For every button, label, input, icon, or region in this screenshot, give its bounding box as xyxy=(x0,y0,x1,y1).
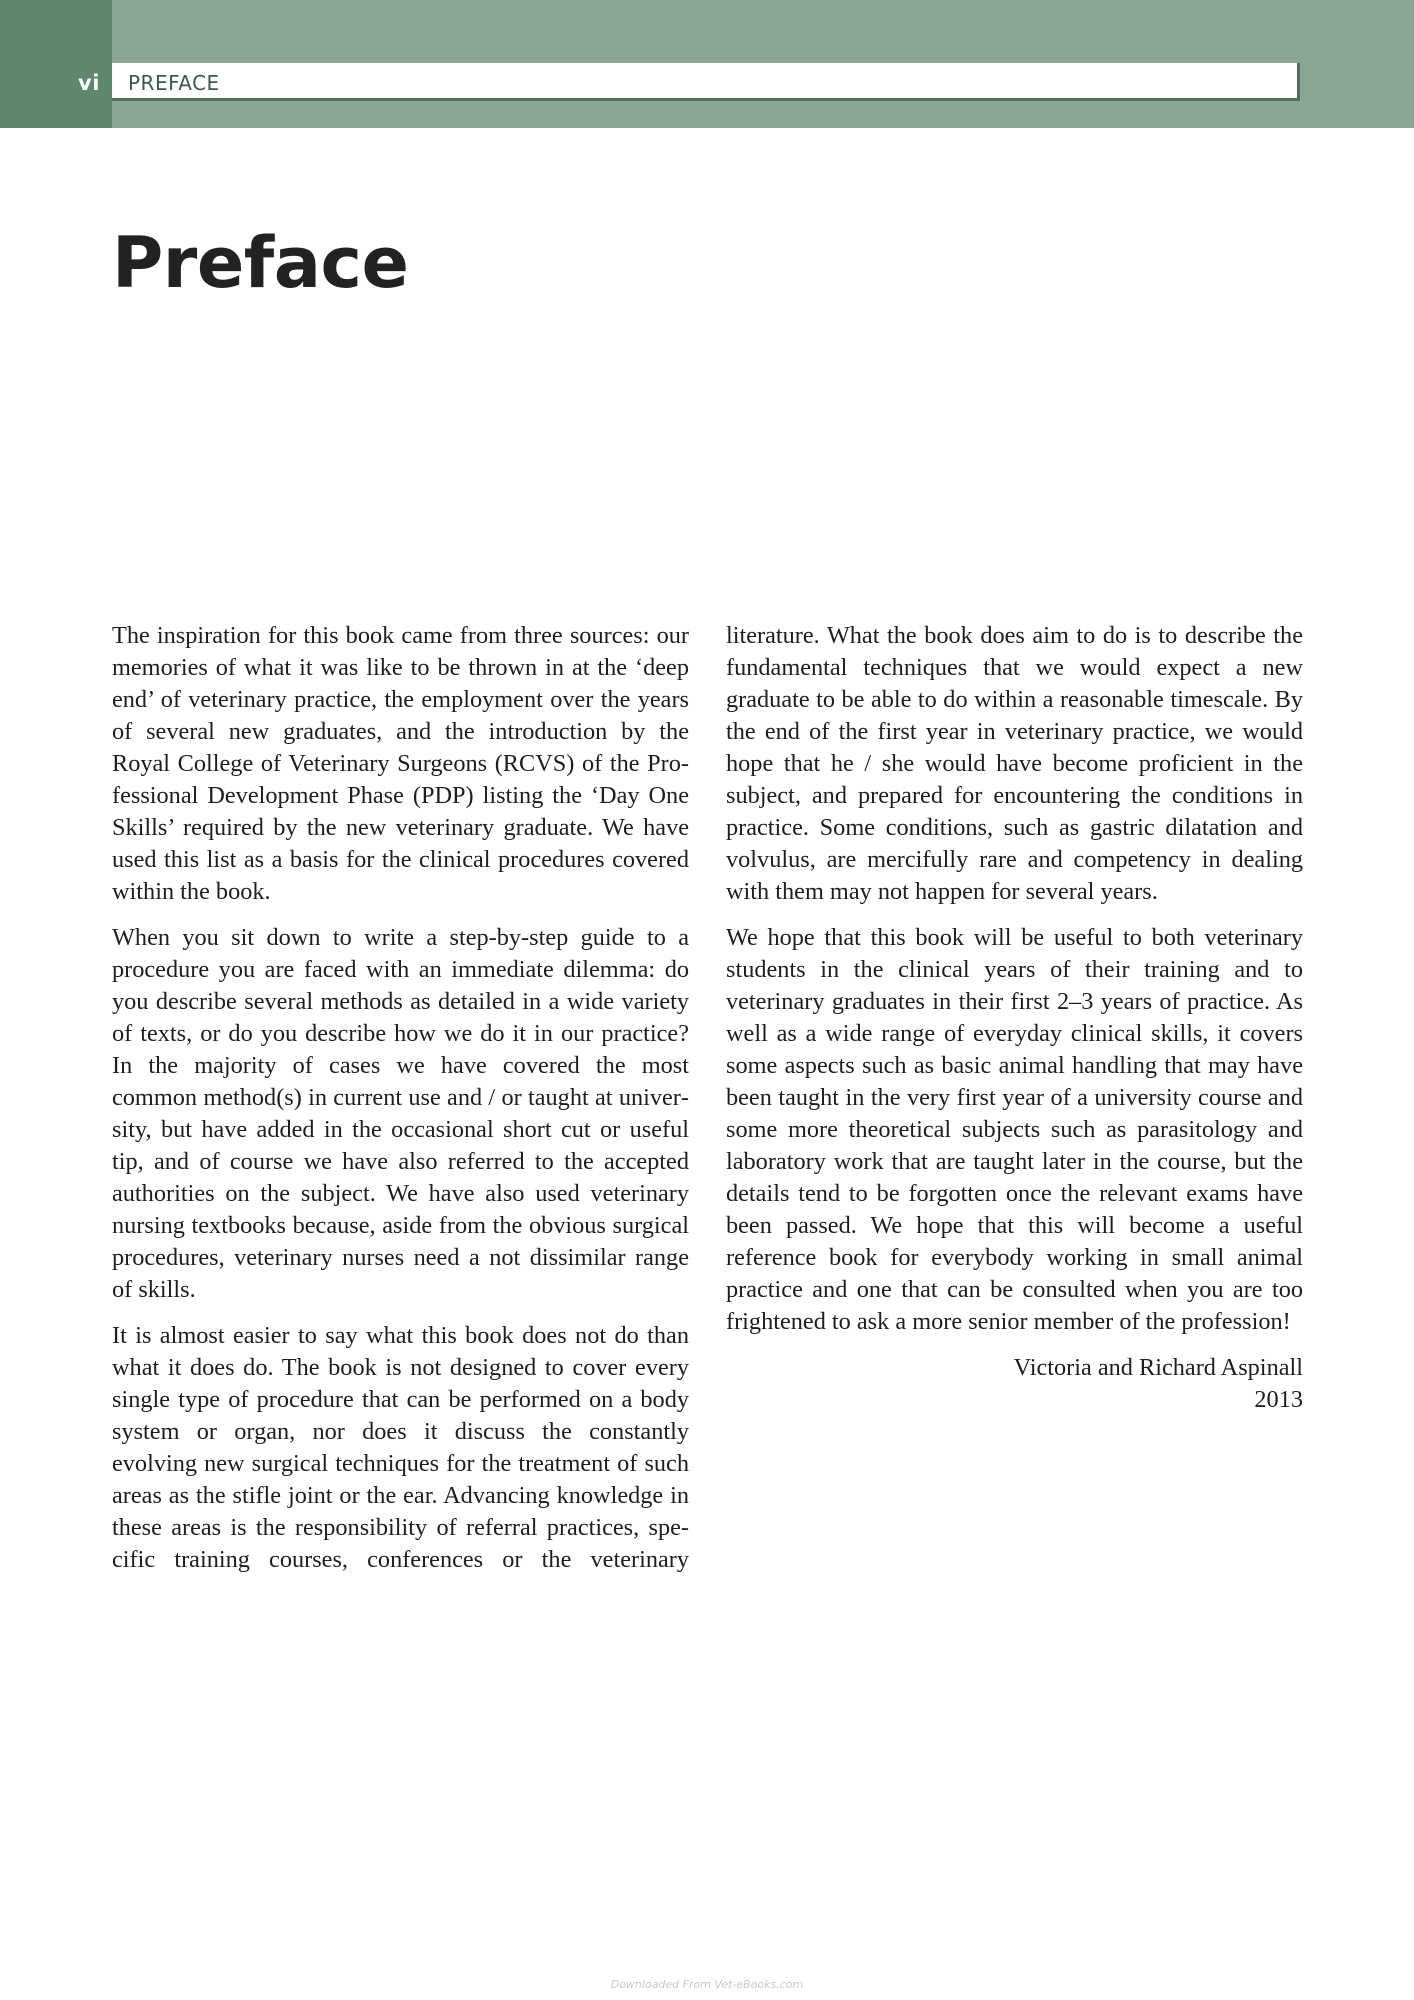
footer-watermark: Downloaded From Vet-eBooks.com xyxy=(610,1978,804,1991)
page-title: Preface xyxy=(112,222,409,304)
text-column-right xyxy=(726,620,1303,1416)
paragraph-scope: It is almost easier to say what this book does not do than what it does do. The book is not designed to cover every single type of procedure that can be performed on a body system or organ, nor does it discuss the constantly evolving new surgical techniques for the treatment of such areas as the stifle joint or the ear. Advancing knowledge in these areas is the responsibility of referral practices, specific training courses, conferences or the veterinary xyxy=(112,1322,689,1573)
paragraph-scope-continued: literature. What the book does aim to do is to describe the fundamental techniques that we would expect a new graduate to be able to do within a reasonable timescale. By the end of the first year in veterinary practice, we would hope that he / she would have become proficient in the subject, and prepared for encountering the conditions in practice. Some conditions, such as gastric dilatation and volvulus, are mercifully rare and competency in dealing with them may not happen for several years. xyxy=(726,622,1303,905)
signature-year: 2013 xyxy=(1254,1386,1303,1413)
signature-authors: Victoria and Richard Aspinall xyxy=(1013,1354,1303,1381)
page-number-tab xyxy=(0,0,112,128)
paragraph-inspiration: The inspiration for this book came from three sources: our memories of what it was like to be thrown in at the ‘deep end’ of veterinary practice, the employment over the years of several new graduates, and the introduction by the Royal College of Veterinary Surgeons (RCVS) of the Professional Development Phase (PDP) listing the ‘Day One Skills’ required by the new veterinary graduate. We have used this list as a basis for the clinical procedures covered within the book. xyxy=(112,622,689,905)
signature xyxy=(726,1352,1303,1416)
running-head xyxy=(112,63,1300,101)
page-number: vi xyxy=(78,71,100,95)
text-column-left xyxy=(112,620,689,1576)
paragraph-audience: We hope that this book will be useful to both veterinary students in the clinical years of their training and to veterinary graduates in their first 2–3 years of practice. As well as a wide range of everyday clinical skills, it covers some aspects such as basic animal handling that may have been taught in the very first year of a university course and some more theoretical subjects such as parasitology and laboratory work that are taught later in the course, but the details tend to be forgotten once the relevant exams have been passed. We hope that this will become a useful reference book for everybody working in small animal practice and one that can be consulted when you are too frightened to ask a more senior member of the profession! xyxy=(726,924,1303,1335)
running-head-label: PREFACE xyxy=(128,71,220,95)
paragraph-dilemma: When you sit down to write a step-by-step guide to a procedure you are faced with an immediate dilemma: do you describe several methods as detailed in a wide variety of texts, or do you describe how we do it in our practice? In the majority of cases we have covered the most common method(s) in current use and / or taught at university, but have added in the occasional short cut or useful tip, and of course we have also referred to the accepted authorities on the subject. We have also used veterinary nursing textbooks because, aside from the obvious surgical procedures, veterinary nurses need a not dissimilar range of skills. xyxy=(112,924,689,1303)
